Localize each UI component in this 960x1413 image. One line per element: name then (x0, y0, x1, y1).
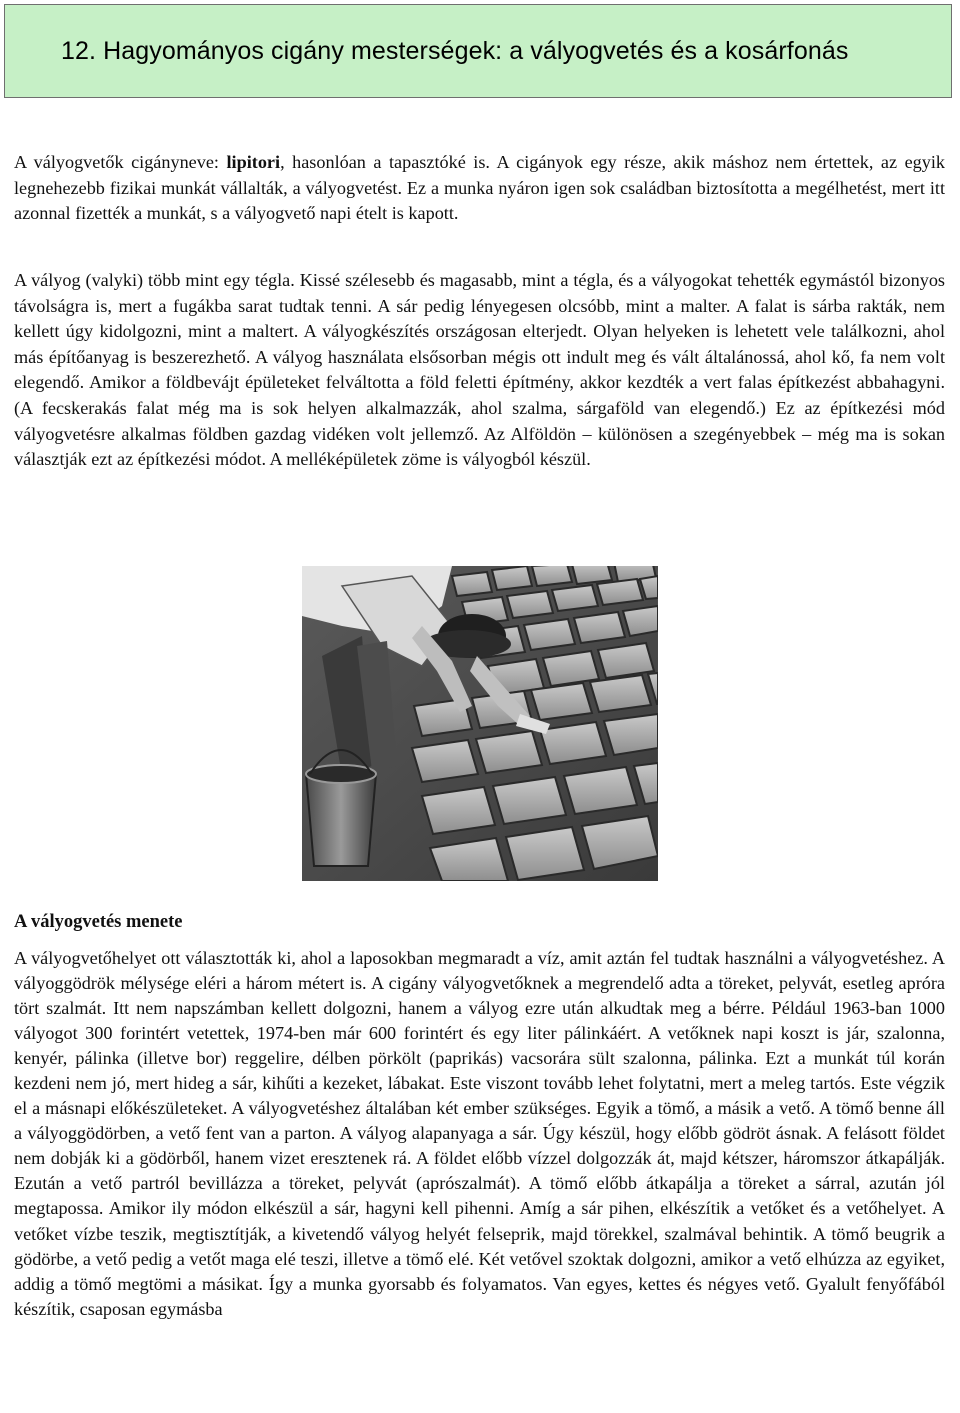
keyword-lipitori: lipitori (226, 152, 281, 172)
intro-text-rest: , hasonlóan a tapasztóké is. A cigányok egy része, akik máshoz nem értettek, az egyik legnehezebb fizikai munkát vállalták, a vályogvetést. Ez a munka nyáron igen sok családban biztosította a megélhetést, mert itt azonnal fizették a munkát, s a vályogvető napi ételt is kapott. (14, 152, 946, 224)
valyog-paragraph (14, 268, 945, 473)
title-box (4, 4, 952, 98)
menete-paragraph (14, 946, 945, 1322)
valyog-text: A vályog (valyki) több mint egy tégla. Kissé szélesebb és magasabb, mint a tégla, és a vályogokat tehették egymástól bizonyos távolságra is, mert a fugákba sarat tudtak tenni. A sár pedig lényegesen olcsóbb, mint a malter. A falat is sárba rakták, nem kellett úgy kidolgozni, mint a maltert. A vályogkészítés országosan elterjedt. Olyan helyeken is lehetett vele találkozni, ahol más építőanyag is beszerezhető. A vályog használata elsősorban mégis ott indult meg és vált általánossá, ahol kő, fa nem volt elegendő. Amikor a földbevájt épületeket felváltotta a föld feletti építmény, akkor kezdték a vert falas építkezést abbahagyni. (A fecskerakás falat még ma is sok helyen alkalmazzák, ahol szalma, sárgaföld van elegendő.) Ez az építkezési mód vályogvetésre alkalmas földben gazdag vidéken volt jellemző. Az Alföldön – különösen a szegényebbek – még ma is sokan választják ezt az építkezési módot. A melléképületek zöme is vályogból készül. (14, 270, 945, 470)
intro-paragraph (14, 150, 945, 227)
menete-text: A vályogvetőhelyet ott választották ki, ahol a laposokban megmaradt a víz, amit aztán fel tudtak használni a vályogvetéshez. A vályoggödrök mélysége eléri a három métert is. A cigány vályogvetőknek a megrendelő adta a töreket, pelyvát, esetleg apróra tört szalmát. Itt nem napszámban kellett dolgozni, hanem a vályog ezre után alkudtak meg a bérre. Például 1963-ban 1000 vályogot 300 forintért vetettek, 1974-ben már 600 forintért és egy liter pálinkáért. A vetőknek napi koszt is jár, szalonna, kenyér, pálinka (illetve bor) reggelire, délben pörkölt (paprikás) vacsorára sült szalonna, pálinka. Ezt a munkát túl korán kezdeni nem jó, mert hideg a sár, kihűti a kezeket, lábakat. Este viszont tovább lehet folytatni, mert a meleg tartós. Este végzik el a másnapi előkészületeket. A vályogvetéshez általában két ember szükséges. Egyik a tömő, a másik a vető. A tömő benne áll a vályoggödörben, a vető fent van a parton. A vályog alapanyaga a sár. Úgy készül, hogy előbb gödröt ásnak. A felásott földet nem dobják ki a gödörből, hanem vizet eresztenek rá. A földet előbb vízzel dolgozzák át, majd kétszer, háromszor átkapálják. Ezután a vető partról bevillázza a töreket, pelyvát (aprószalmát). A tömő előbb átkapálja a töreket a sárral, azután jól megtapossa. Amikor ily módon elkészül a sár, hagyni kell pihenni. Amíg a sár pihen, elkészítik a vetőket és a vetőhelyet. A vetőket vízbe teszik, megtisztítják, a kivetendő vályog helyét felseprik, majd törekkel, szalmával behintik. A tömő beugrik a gödörbe, a vető pedig a vetőt maga elé teszi, illetve a tömő elé. Két vetővel szoktak dolgozni, amikor a vető elhúzza az egyiket, addig a tömő megtömi a másikat. Így a munka gyorsabb és folyamatos. Van egyes, kettes és négyes vető. Gyalult fenyőfából készítik, csaposan egymásba (14, 948, 945, 1319)
page-title: 12. Hagyományos cigány mesterségek: a vályogvetés és a kosárfonás (61, 36, 849, 65)
intro-text-start: A vályogvetők cigányneve: (14, 152, 227, 172)
intro-text (14, 150, 945, 227)
photo-brickmaker-icon (302, 566, 658, 881)
section-heading: A vályogvetés menete (14, 912, 183, 932)
brickmaker-photo (302, 566, 658, 881)
